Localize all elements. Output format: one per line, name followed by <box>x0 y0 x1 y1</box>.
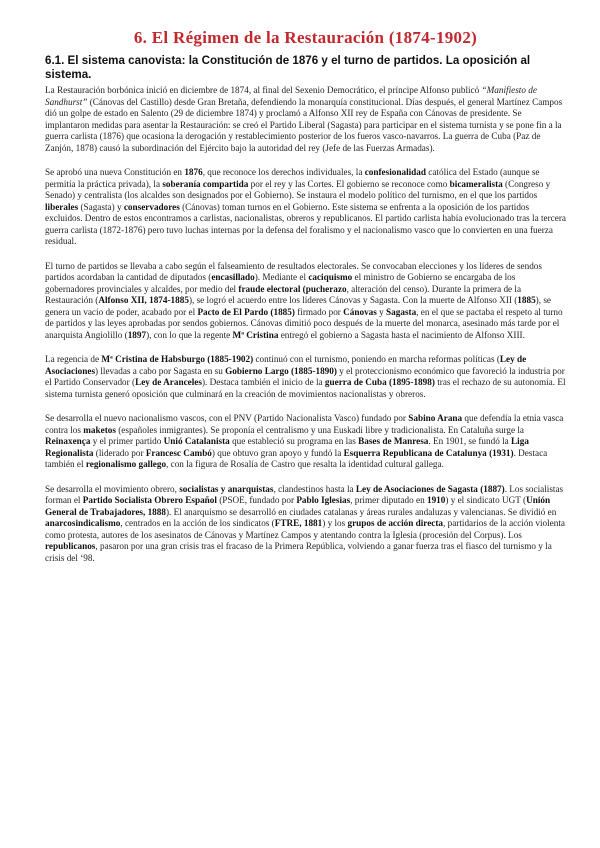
bold-term: Partido Socialista Obrero Español <box>82 495 217 505</box>
text-run: , clandestinos hasta la <box>273 483 356 494</box>
text-run: Se desarrolla el movimiento obrero, <box>45 483 180 494</box>
bold-term: guerra de Cuba (1895-1898) <box>324 377 435 387</box>
bold-term: 1885 <box>517 295 536 305</box>
bold-term: Ley de Asociaciones <box>45 354 527 376</box>
text-run: El turno de partidos se llevaba a cabo según el falseamiento de resultados electorales. Se convocaban elecciones y los líderes de sendos partidos acordaban la cantidad de diputados ( <box>45 260 542 282</box>
document-body <box>45 85 566 564</box>
bold-term: regionalismo gallego <box>85 459 167 469</box>
text-run: ). Mediante el <box>254 272 309 282</box>
text-run: el ministro de Gobierno se encargaba de los gobernadores provinciales y alcaldes, por medio del <box>45 272 516 294</box>
italic-term: “Manifiesto de Sandhurst” <box>45 85 537 107</box>
text-run: La regencia de <box>45 354 102 364</box>
paragraph <box>45 167 566 248</box>
text-run: católica del Estado (aunque se permitía la práctica privada), la <box>45 167 540 189</box>
text-run: ) y el sindicato UGT ( <box>445 495 527 505</box>
bold-term: Bases de Manresa <box>358 436 429 446</box>
text-run: , pasaron por una gran crisis tras el fracaso de la Primera República, volviendo a ganar fuerza tras el fiasco del turnismo y la crisis del ‘98. <box>45 541 552 563</box>
text-run: ), se logró el acuerdo entre los líderes Cánovas y Sagasta. Con la muerte de Alfonso XII ( <box>188 295 518 305</box>
text-run: que defendía la etnia vasca contra los <box>45 413 564 435</box>
bold-term: liberales <box>45 201 79 212</box>
text-run: La Restauración borbónica inició en diciembre de 1874, al final del Sexenio Democrático, el príncipe Alfonso publicó <box>45 85 482 95</box>
text-run: que estableció su programa en las <box>229 436 359 446</box>
text-run: , primer diputado en <box>350 495 427 505</box>
bold-term: Francesc Cambó <box>145 447 212 458</box>
bold-term: maketos <box>83 424 116 435</box>
text-run: ) y los <box>322 518 348 528</box>
text-run: ), se genera un vacío de poder, acabado por el <box>45 295 551 317</box>
text-run: (españoles inmigrantes). Se proponía el centralismo y una Euskadi libre y tradicionalista. En Cataluña surge la <box>115 424 525 435</box>
bold-term: socialistas y anarquistas <box>179 483 274 494</box>
text-run: y el proteccionismo económico que favoreció la industria por el Partido Conservador ( <box>45 365 565 387</box>
bold-term: Mª Cristina <box>232 329 279 340</box>
bold-term: Mª Cristina de Habsburgo (1885-1902) <box>101 354 254 364</box>
bold-term: caciquismo <box>308 272 353 282</box>
text-run: ), con lo que la regente <box>146 329 233 340</box>
bold-term: conservadores <box>123 201 180 212</box>
bold-term: Alfonso XII, 1874-1885 <box>98 295 189 305</box>
bold-term: Cánovas <box>343 306 377 317</box>
page-title: 6. El Régimen de la Restauración (1874-1902) <box>133 28 478 47</box>
bold-term: Esquerra Republicana de Catalunya (1931) <box>343 447 514 458</box>
text-run: ) llevadas a cabo por Sagasta en su <box>95 365 226 376</box>
paragraph <box>45 413 566 471</box>
text-run: (Congreso y Senado) y centralista (los alcaldes son designados por el Gobierno). Se instaura el modelo político del turnismo, en el que los partidos <box>45 178 551 200</box>
bold-term: Ley de Asociaciones de Sagasta (1887) <box>355 483 505 494</box>
text-run: ). El anarquismo se desarrolló en ciudades catalanas y áreas rurales andaluzas y valencianas. Se dividió en <box>165 506 557 517</box>
text-run: ). Destaca también el inicio de la <box>201 377 325 387</box>
text-run: ) que obtuvo gran apoyo y fundó la <box>211 447 344 458</box>
bold-term: Pablo Iglesias <box>296 495 351 505</box>
bold-term: republicanos <box>45 541 96 551</box>
text-run: , con la figura de Rosalía de Castro que resalta la identidad cultural gallega. <box>166 459 444 469</box>
section-subtitle: 6.1. El sistema canovista: la Constitución de 1876 y el turno de partidos. La oposición al sistema. <box>45 54 531 81</box>
bold-term: fraude electoral (pucherazo <box>238 283 347 294</box>
bold-term: Gobierno Largo (1885-1890) <box>225 365 337 376</box>
bold-term: grupos de acción directa <box>347 518 444 528</box>
bold-term: bicameralista <box>449 178 503 189</box>
text-run: , centrados en la acción de los sindicatos ( <box>120 518 275 528</box>
paragraph <box>45 85 566 154</box>
text-run: , alteración del censo). Durante la primera de la Restauración ( <box>45 283 522 305</box>
text-run: entregó el gobierno a Sagasta hasta el nacimiento de Alfonso XIII. <box>278 329 525 340</box>
text-run: (Cánovas del Castillo) desde Gran Bretaña, defendiendo la monarquía constitucional. Días después, el general Martínez Campos dió un golpe de estado en Salento (29 de diciembre 1874) y proclamó a Alfonso XII rey de España con Cánovas de presidente. Se implantaron medidas para asentar la Restauración: se creó el Partido Liberal (Sagasta) para participar en el sistema turnista y se pone fin a la guerra carlista (1876) que ocasiona la derogación y restablecimiento posterior de los fueros vasco-navarros. La guerra de Cuba (Paz de Zanjón, 1878) causó la subordinación del Ejército bajo la autoridad del rey (Jefe de las Fuerzas Armadas). <box>45 96 563 153</box>
text-run: y <box>376 306 387 317</box>
bold-term: Sagasta <box>386 306 417 317</box>
bold-term: 1897 <box>127 329 147 340</box>
text-run: por el rey y las Cortes. El gobierno se reconoce como <box>248 178 450 189</box>
text-run: Se desarrolla el nuevo nacionalismo vascos, con el PNV (Partido Nacionalista Vasco) fundado por <box>45 413 409 423</box>
paragraph <box>45 261 566 342</box>
bold-term: Reinaxença <box>45 436 91 446</box>
bold-term: Sabino Arana <box>408 413 463 423</box>
text-run: . Destaca también el <box>45 447 548 469</box>
bold-term: FTRE, 1881 <box>274 518 323 528</box>
text-run: Se aprobó una nueva Constitución en <box>45 167 185 177</box>
text-run: y el primer partido <box>90 436 164 446</box>
text-run: . Los socialistas forman el <box>45 483 564 505</box>
bold-term: confesionalidad <box>364 167 426 177</box>
bold-term: encasillado <box>211 272 255 282</box>
bold-term: 1876 <box>184 167 203 177</box>
paragraph <box>45 484 566 565</box>
bold-term: Pacto de El Pardo (1885) <box>197 306 295 317</box>
bold-term: Unió Catalanista <box>163 436 230 446</box>
text-run: firmado por <box>294 306 344 317</box>
bold-term: anarcosindicalismo <box>45 518 121 528</box>
bold-term: 1910 <box>426 495 446 505</box>
text-run: tras el rechazo de su autonomía. El sistema turnista generó oposición que culminará en la creación de movimientos nacionalistas y obreros. <box>45 377 566 399</box>
text-run: , partidarios de la acción violenta como protesta, autores de los asesinatos de Cánovas y Martínez Campos y atentando contra la Iglesia (procesión del Corpus). Los <box>45 518 565 540</box>
text-run: , que reconoce los derechos individuales, la <box>202 167 365 177</box>
bold-term: Liga Regionalista <box>45 436 529 458</box>
bold-term: Unión General de Trabajadores, 1888 <box>45 495 551 517</box>
bold-term: soberanía compartida <box>162 178 249 189</box>
paragraph <box>45 354 566 400</box>
text-run: . En 1901, se fundó la <box>428 436 512 446</box>
text-run: (liderado por <box>93 447 146 458</box>
text-run: (PSOE, fundado por <box>216 495 297 505</box>
bold-term: Ley de Aranceles <box>135 377 202 387</box>
text-run: (Cánovas) toman turnos en el Gobierno. Este sistema se enfrenta a la oposición de los partidos excluidos. Dentro de estos encontramos a carlistas, nacionalistas, obreros y republicanos. El partido carlista había evolucionado tras la tercera guerra carlista (1872-1876) pero tuvo luchas internas por la defensa del foralismo y el nacionalismo vasco que lo convierten en una fuerza residual. <box>45 201 566 246</box>
text-run: continuó con el turnismo, poniendo en marcha reformas políticas ( <box>253 354 500 364</box>
text-run: (Sagasta) y <box>78 201 124 212</box>
text-run: , en el que se pactaba el respeto al turno de partidos y las leyes aprobadas por sendos gobiernos. Cánovas dimitió poco después de la muerte del monarca, asesinado más tarde por el anarquista Angiolillo ( <box>45 306 563 340</box>
